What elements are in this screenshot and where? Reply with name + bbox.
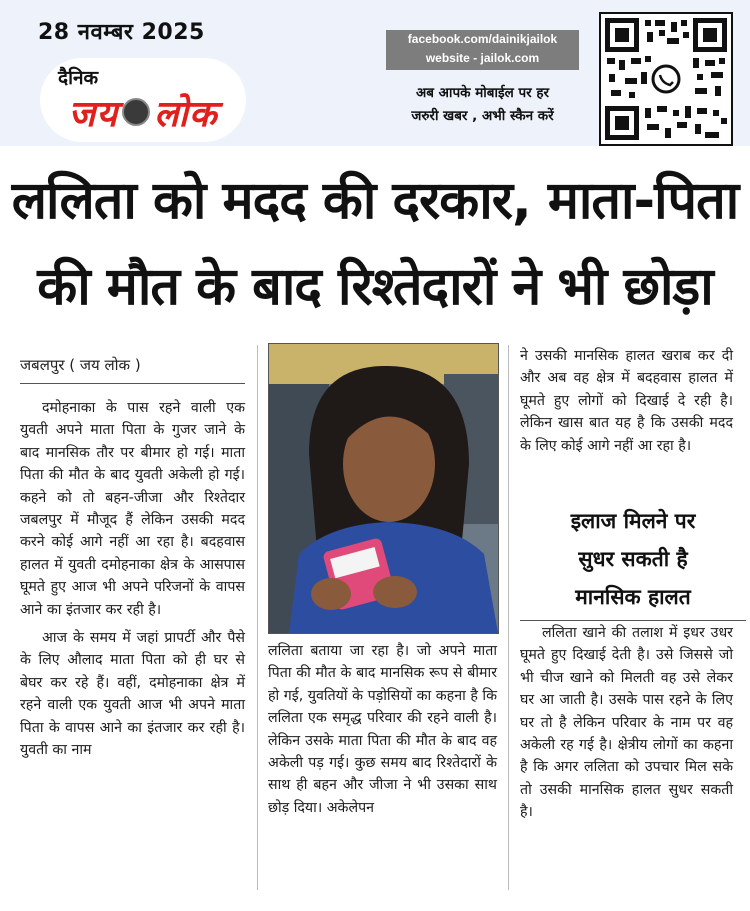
website-link: website - jailok.com [425,51,540,65]
logo-word-jai: जय [68,94,119,135]
paragraph: ललिता बताया जा रहा है। जो अपने माता पिता की मौत के बाद मानसिक रूप से बीमार हो गई, युवतियों के पड़ोसियों का कहना है कि ललिता एक समृद्ध परिवार की रहने वाली है। लेकिन उसके माता पिता की मौत के बाद वह अकेली पड़ गई। कुछ समय बाद रिश्तेदारों के साथ ही बहन और जीजा ने भी उसका साथ छोड़ दिया। अकेलेपन [268,643,497,816]
column-1 [20,397,245,762]
logo-word-lok: लोक [154,94,218,135]
qr-code [599,12,733,146]
subheading-line-2: सुधर सकती है [578,547,688,571]
logo-dainik: दैनिक [58,67,99,89]
subheading [520,502,746,621]
news-photo [268,343,499,634]
subheading-line-1: इलाज मिलने पर [570,509,696,533]
globe-icon [122,98,150,126]
issue-date: 28 नवम्बर 2025 [38,20,205,45]
paragraph: आज के समय में जहां प्रापर्टी और पैसे के लिए औलाद माता पिता को ही घर से बेघर कर रहे हैं। वहीं, दमोहनाका क्षेत्र में रहने वाली एक युवती आज भी अपने माता पिता के वापस आने का इंतजार कर रही है। युवती का नाम [20,630,245,759]
headline-line-2: की मौत के बाद रिश्तेदारों ने भी छोड़ा [37,257,713,317]
masthead [0,0,750,146]
qr-code-icon [605,18,727,140]
column-divider [257,345,258,890]
paragraph: ललिता खाने की तलाश में इधर उधर घूमते हुए दिखाई देती है। उसे जिससे जो भी चीज खाने को मिलती वह उसे लेकर घर आ जाती है। उसके पास रहने के लिए घर तो है लेकिन परिवार के नाम पर वह अकेली रह गई है। क्षेत्रीय लोगों का कहना है कि अगर ललिता को उपचार मिल सके तो उसकी मानसिक हालत सुधर सकती है। [520,625,733,821]
facebook-link: facebook.com/dainikjailok [407,32,558,46]
tagline-line-2: जरुरी खबर , अभी स्कैन करें [411,108,554,124]
newspaper-logo [40,88,246,137]
tagline-line-1: अब आपके मोबाईल पर हर [415,85,550,101]
column-2 [268,640,497,819]
column-3-top [520,345,733,457]
column-3-bottom [520,622,733,824]
subheading-line-3: मानसिक हालत [575,585,691,609]
headline-line-1: ललिता को मदद की दरकार, माता-पिता [11,171,739,231]
paragraph: ने उसकी मानसिक हालत खराब कर दी और अब वह क्षेत्र में बदहवास हालत में घूमते हुए लोगों को दिखाई दे रही है। लेकिन खास बात यह है कि उसकी मदद के लिए कोई आगे नहीं आ रहा है। [520,348,733,454]
dateline: जबलपुर ( जय लोक ) [20,355,245,384]
paragraph: दमोहनाका के पास रहने वाली एक युवती अपने माता पिता के गुजर जाने के बाद मानसिक तौर पर बीमार हो गई। माता पिता की मौत के बाद युवती अकेली हो गई। कहने को तो बहन-जीजा और रिश्तेदार जबलपुर में मौजूद हैं लेकिन उसकी मदद करने कोई आगे नहीं आ रहा है। बदहवास हालत में युवती दमोहनाका क्षेत्र के आसपास घूमते हुए आज भी अपने परिजनों के वापस आने का इंतजार कर रही है। [20,400,245,618]
girl-photo-illustration [269,344,498,633]
social-links-box [386,30,579,70]
column-divider [508,345,509,890]
scan-tagline [380,82,585,128]
